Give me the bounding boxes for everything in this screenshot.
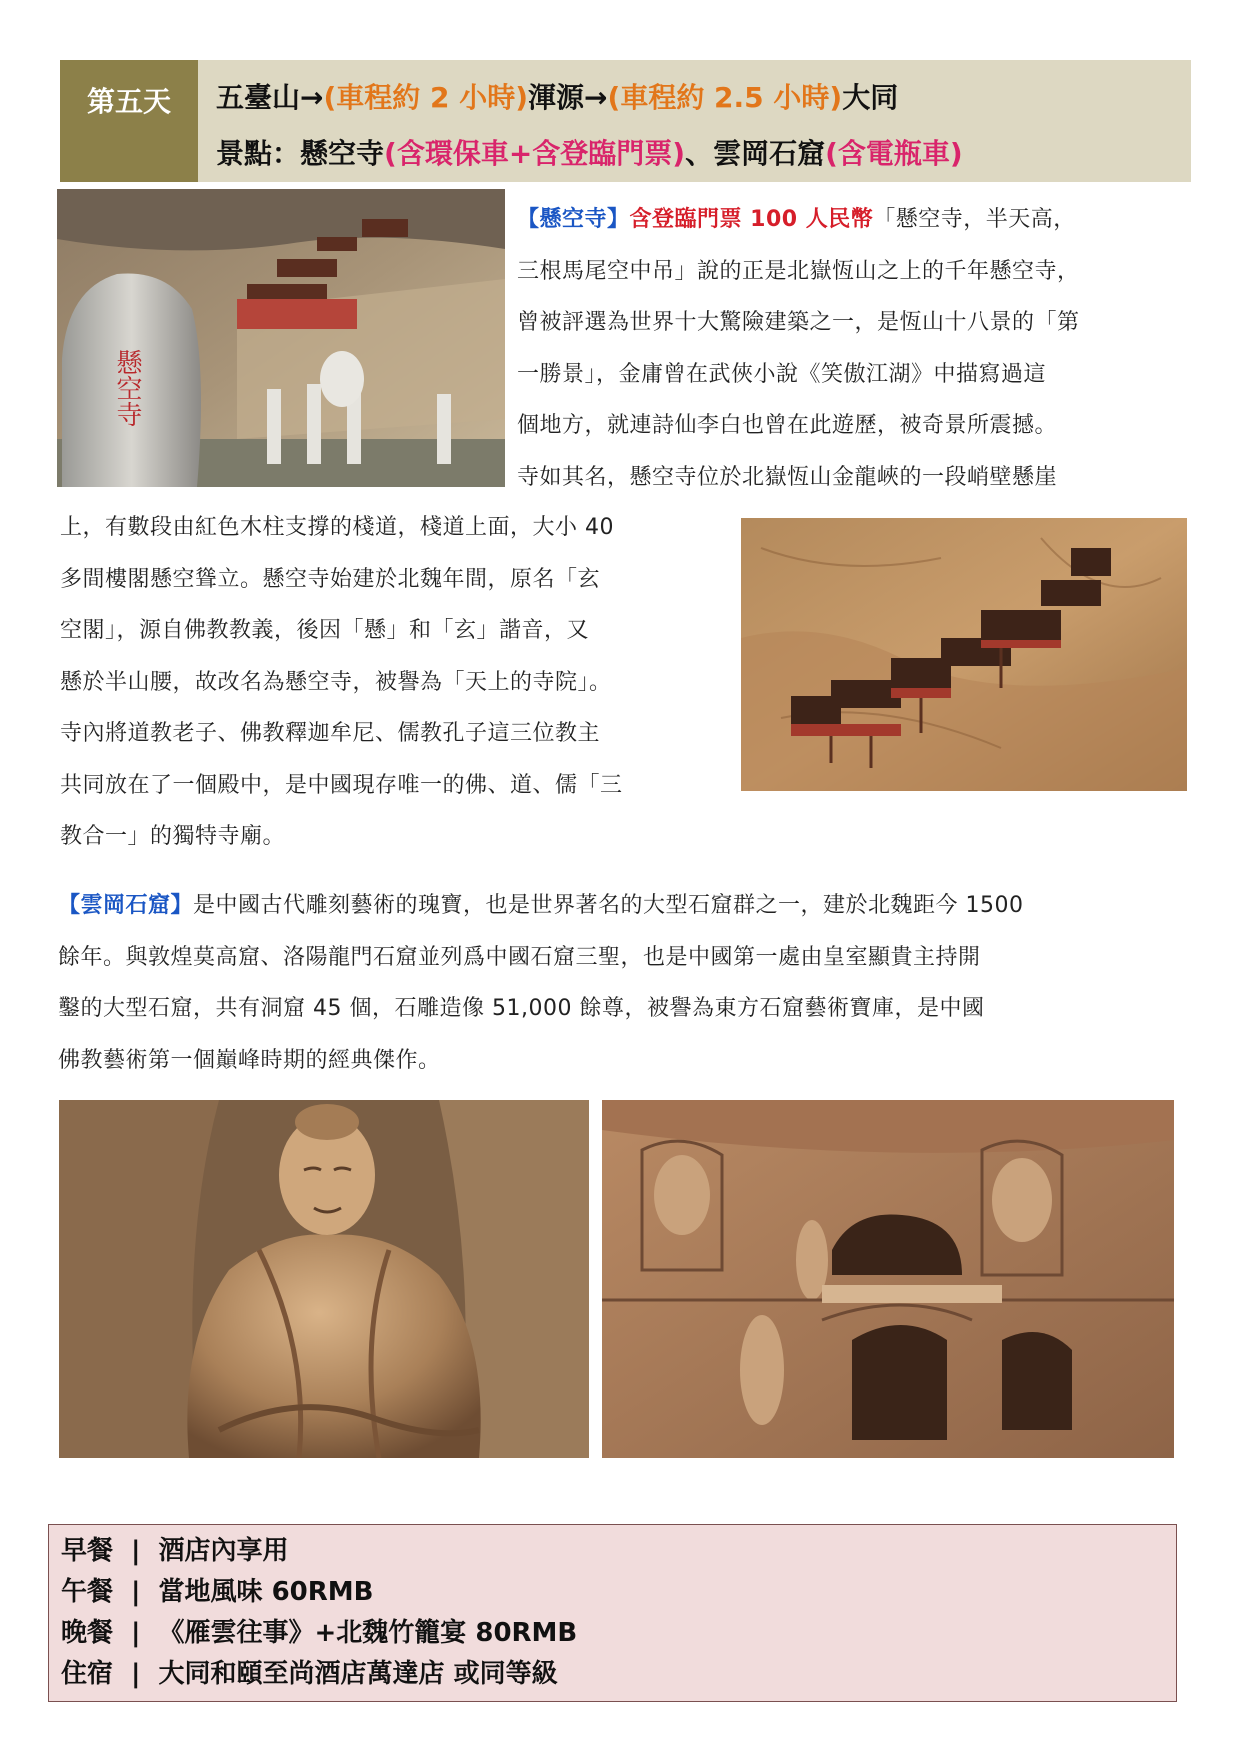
route-drive-2: (車程約 2.5 小時) bbox=[607, 81, 843, 114]
yungang-heading: 【雲岡石窟】 bbox=[58, 893, 194, 918]
text-line: 一勝景」，金庸曾在武俠小說《笑傲江湖》中描寫過這 bbox=[517, 361, 1047, 387]
text-line: 餘年。與敦煌莫高窟、洛陽龍門石窟並列爲中國石窟三聖，也是中國第一處由皇室顯貴主持開 bbox=[58, 944, 981, 970]
hanging-temple-line-1 bbox=[517, 194, 1177, 246]
meals-box bbox=[48, 1524, 1177, 1702]
meal-value: 《雁雲往事》+北魏竹籠宴 80RMB bbox=[158, 1618, 578, 1648]
route-from: 五臺山→ bbox=[216, 81, 324, 114]
day-label bbox=[60, 60, 198, 182]
meal-label: 午餐 bbox=[61, 1577, 114, 1607]
meal-row-lunch bbox=[61, 1572, 1176, 1613]
text-line: 曾被評選為世界十大驚險建築之一，是恆山十八景的「第 bbox=[517, 310, 1080, 335]
meal-value: 當地風味 60RMB bbox=[158, 1577, 374, 1607]
sights-note-1: (含環保車+含登臨門票) bbox=[384, 137, 686, 170]
yungang-line-1 bbox=[58, 880, 1188, 932]
route-to: 大同 bbox=[842, 81, 899, 114]
yungang-caves-photo bbox=[602, 1100, 1174, 1458]
meal-label: 住宿 bbox=[61, 1659, 114, 1689]
meal-value: 酒店內享用 bbox=[158, 1536, 289, 1566]
meal-separator: | bbox=[131, 1536, 141, 1566]
hanging-temple-right-text bbox=[517, 194, 1177, 503]
meal-value: 大同和頤至尚酒店萬達店 或同等級 bbox=[158, 1659, 558, 1689]
meal-separator: | bbox=[131, 1577, 141, 1607]
text-line: 寺內將道教老子、佛教釋迦牟尼、儒教孔子這三位教主 bbox=[60, 721, 601, 746]
yungang-text bbox=[58, 880, 1188, 1086]
text-line: 鑿的大型石窟，共有洞窟 45 個，石雕造像 51,000 餘尊，被譽為東方石窟藝術寶庫，是中國 bbox=[58, 996, 985, 1021]
sights-mid: 、雲岡石窟 bbox=[685, 137, 826, 170]
sights-note-2: (含電瓶車) bbox=[825, 137, 963, 170]
meal-separator: | bbox=[131, 1618, 141, 1648]
day-text: 第五天 bbox=[86, 85, 171, 118]
meal-row-breakfast bbox=[61, 1531, 1176, 1572]
text-line: 是中國古代雕刻藝術的瑰寶，也是世界著名的大型石窟群之一，建於北魏距今 1500 bbox=[193, 893, 1024, 918]
text-line: 寺如其名，懸空寺位於北嶽恆山金龍峽的一段峭壁懸崖 bbox=[517, 464, 1058, 490]
hanging-temple-photo-1 bbox=[57, 189, 505, 487]
text-line: 上，有數段由紅色木柱支撐的棧道，棧道上面，大小 40 bbox=[60, 515, 614, 540]
meal-label: 早餐 bbox=[61, 1536, 114, 1566]
stone-inscription: 懸空寺 bbox=[112, 349, 142, 427]
sights-prefix: 景點：懸空寺 bbox=[216, 137, 385, 170]
hanging-temple-ticket: 含登臨門票 100 人民幣 bbox=[629, 207, 874, 232]
text-line: 佛教藝術第一個巔峰時期的經典傑作。 bbox=[58, 1047, 441, 1073]
route-mid: 渾源→ bbox=[528, 81, 608, 114]
hanging-temple-photo-2 bbox=[741, 518, 1187, 791]
text-line: 三根馬尾空中吊」說的正是北嶽恆山之上的千年懸空寺， bbox=[517, 258, 1080, 284]
text-line: 教合一」的獨特寺廟。 bbox=[60, 824, 286, 849]
text-line: 「懸空寺，半天高， bbox=[873, 207, 1076, 232]
text-line: 共同放在了一個殿中，是中國現存唯一的佛、道、儒「三 bbox=[60, 772, 623, 798]
yungang-buddha-photo bbox=[59, 1100, 589, 1458]
meal-row-lodging bbox=[61, 1654, 1176, 1695]
meal-separator: | bbox=[131, 1659, 141, 1689]
hanging-temple-heading: 【懸空寺】 bbox=[517, 207, 630, 232]
text-line: 空閣」，源自佛教教義，後因「懸」和「玄」諧音，又 bbox=[60, 618, 590, 643]
text-line: 個地方，就連詩仙李白也曾在此遊歷，被奇景所震撼。 bbox=[517, 413, 1058, 438]
hanging-temple-left-text bbox=[60, 502, 730, 863]
route-line bbox=[216, 76, 898, 116]
meal-row-dinner bbox=[61, 1613, 1176, 1654]
meal-label: 晚餐 bbox=[61, 1618, 114, 1648]
text-line: 多間樓閣懸空聳立。懸空寺始建於北魏年間，原名「玄 bbox=[60, 566, 601, 592]
route-drive-1: (車程約 2 小時) bbox=[323, 81, 529, 114]
text-line: 懸於半山腰，故改名為懸空寺，被譽為「天上的寺院」。 bbox=[60, 669, 612, 695]
sights-line bbox=[216, 132, 963, 172]
